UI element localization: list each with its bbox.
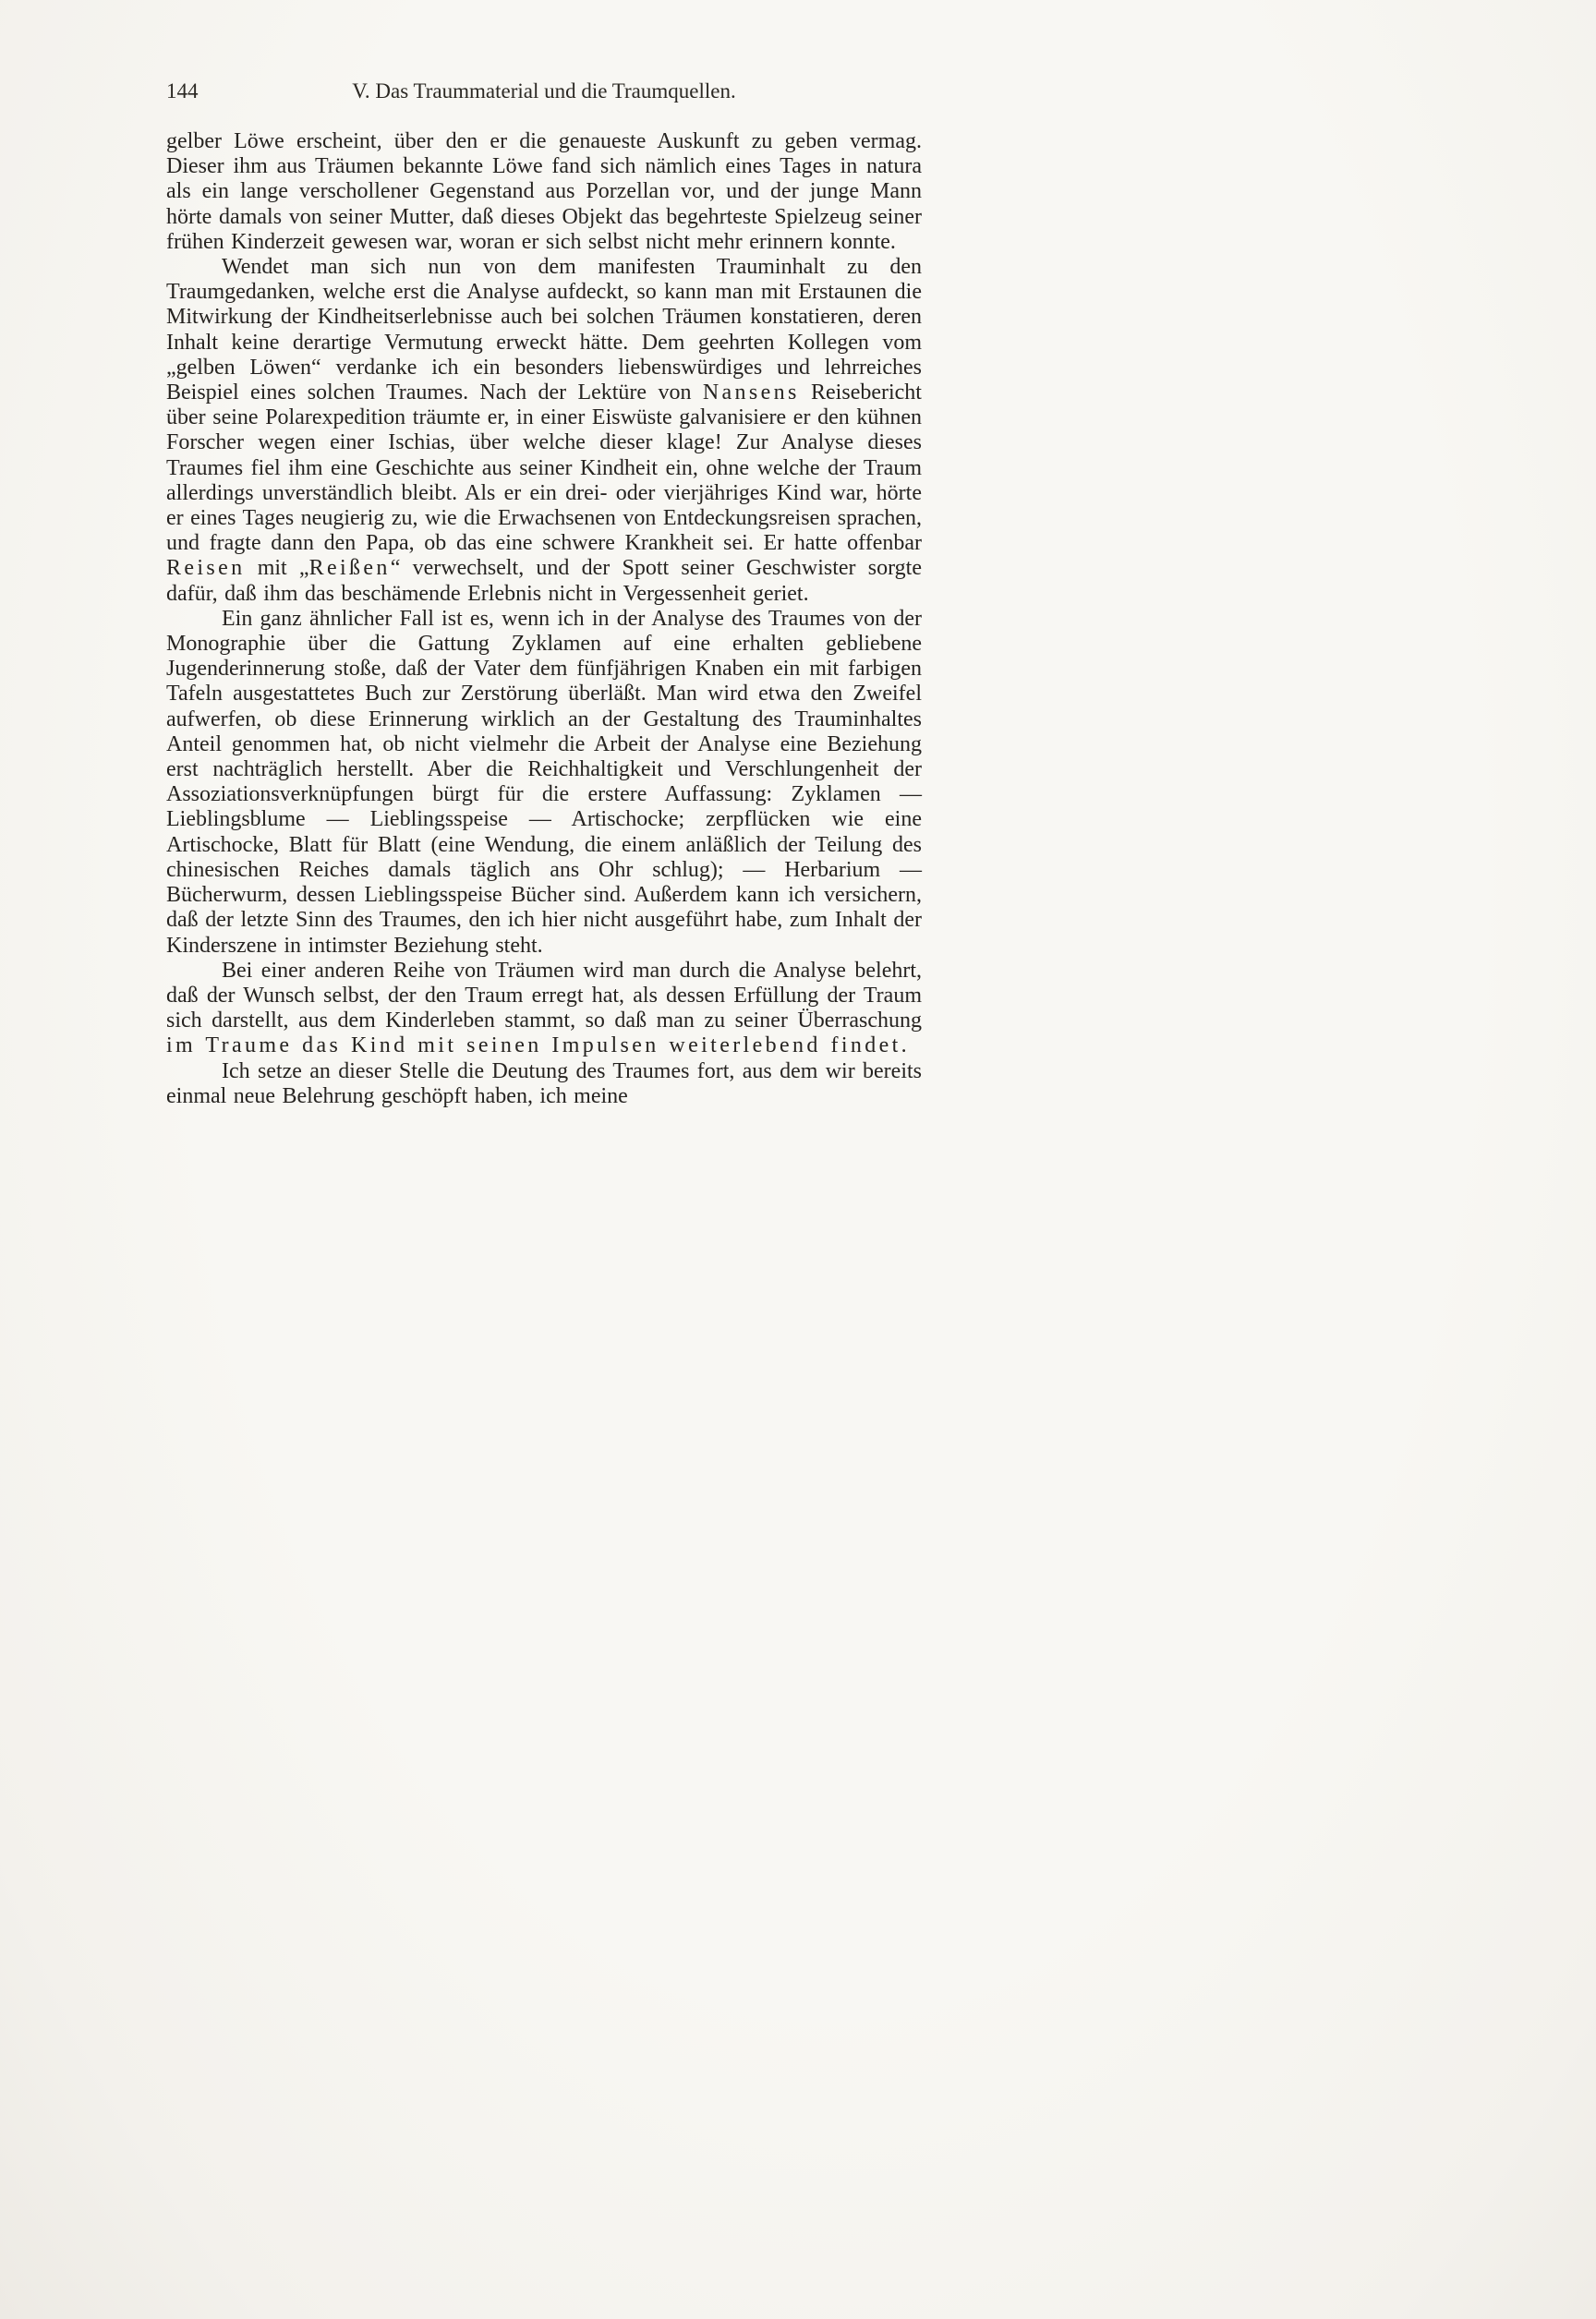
paragraph-4 xyxy=(166,959,922,1059)
body-text xyxy=(166,129,922,1109)
text-run: “ verwechselt, und der Spott seiner Geschwister sorgte dafür, daß ihm das beschämende Erlebnis nicht in Vergessenheit geriet. xyxy=(166,556,922,606)
emphasis-letterspaced: Nansens xyxy=(702,380,800,405)
running-head: V. Das Traummaterial und die Traumquellen. xyxy=(352,79,736,103)
text-run: Ich setze an dieser Stelle die Deutung des Traumes fort, aus dem wir bereits einmal neue Belehrung geschöpft haben, ich meine xyxy=(166,1058,922,1108)
paragraph-5 xyxy=(166,1059,922,1109)
text-run: Bei einer anderen Reihe von Träumen wird man durch die Analyse belehrt, daß der Wunsch selbst, der den Traum erregt hat, als dessen Erfüllung der Traum sich darstellt, aus dem Kinderleben stammt, so daß man zu seiner Überraschung xyxy=(166,958,922,1033)
text-run: . xyxy=(901,1033,907,1058)
text-run: mit „ xyxy=(245,556,309,581)
emphasis-letterspaced: Reisen xyxy=(166,556,246,581)
text-run: gelber Löwe erscheint, über den er die genaueste Auskunft zu geben vermag. Dieser ihm aus Träumen bekannte Löwe fand sich nämlich eines Tages in natura als ein lange verschollener Gegenstand aus Porzellan vor, und der junge Mann hörte damals von seiner Mutter, daß dieses Objekt das begehrteste Spielzeug seiner frühen Kinderzeit gewesen war, woran er sich selbst nicht mehr erinnern konnte. xyxy=(166,129,922,254)
emphasis-letterspaced: Reißen xyxy=(308,556,391,581)
text-column xyxy=(166,79,922,1109)
text-run: Reisebericht über seine Polarexpedition träumte er, in einer Eiswüste galvanisiere er den kühnen Forscher wegen einer Ischias, über welche dieser klage! Zur Analyse dieses Traumes fiel ihm eine Geschichte aus seiner Kindheit ein, ohne welche der Traum allerdings unverständlich bleibt. Als er ein drei- oder vierjähriges Kind war, hörte er eines Tages neugierig zu, wie die Erwachsenen von Entdeckungsreisen sprachen, und fragte dann den Papa, ob das eine schwere Krankheit sei. Er hatte offenbar xyxy=(166,380,922,556)
page-number: 144 xyxy=(166,79,199,103)
paragraph-3 xyxy=(166,607,922,959)
paragraph-1 xyxy=(166,129,922,255)
emphasis-letterspaced: im Traume das Kind mit seinen Impulsen weiterlebend findet xyxy=(166,1033,901,1058)
paragraph-2 xyxy=(166,255,922,607)
text-run: Ein ganz ähnlicher Fall ist es, wenn ich in der Analyse des Traumes von der Monographie über die Gattung Zyklamen auf eine erhalten gebliebene Jugenderinnerung stoße, daß der Vater dem fünfjährigen Knaben ein mit farbigen Tafeln ausgestattetes Buch zur Zerstörung überläßt. Man wird etwa den Zweifel aufwerfen, ob diese Erinnerung wirklich an der Gestaltung des Trauminhaltes Anteil genommen hat, ob nicht vielmehr die Arbeit der Analyse eine Beziehung erst nachträglich herstellt. Aber die Reichhaltigkeit und Verschlungenheit der Assoziationsverknüpfungen bürgt für die erstere Auffassung: Zyklamen — Lieblingsblume — Lieblingsspeise — Artischocke; zerpflücken wie eine Artischocke, Blatt für Blatt (eine Wendung, die einem anläßlich der Teilung des chinesischen Reiches damals täglich ans Ohr schlug); — Herbarium — Bücherwurm, dessen Lieblingsspeise Bücher sind. Außerdem kann ich versichern, daß der letzte Sinn des Traumes, den ich hier nicht ausgeführt habe, zum Inhalt der Kinderszene in intimster Beziehung steht. xyxy=(166,606,922,958)
page-header xyxy=(166,79,922,107)
text-run: Wendet man sich nun von dem manifesten Trauminhalt zu den Traumgedanken, welche erst die Analyse aufdeckt, so kann man mit Erstaunen die Mitwirkung der Kindheitserlebnisse auch bei solchen Träumen konstatieren, deren Inhalt keine derartige Vermutung erweckt hätte. Dem geehrten Kollegen vom „gelben Löwen“ verdanke ich ein besonders liebenswürdiges und lehrreiches Beispiel eines solchen Traumes. Nach der Lektüre von xyxy=(166,255,922,405)
